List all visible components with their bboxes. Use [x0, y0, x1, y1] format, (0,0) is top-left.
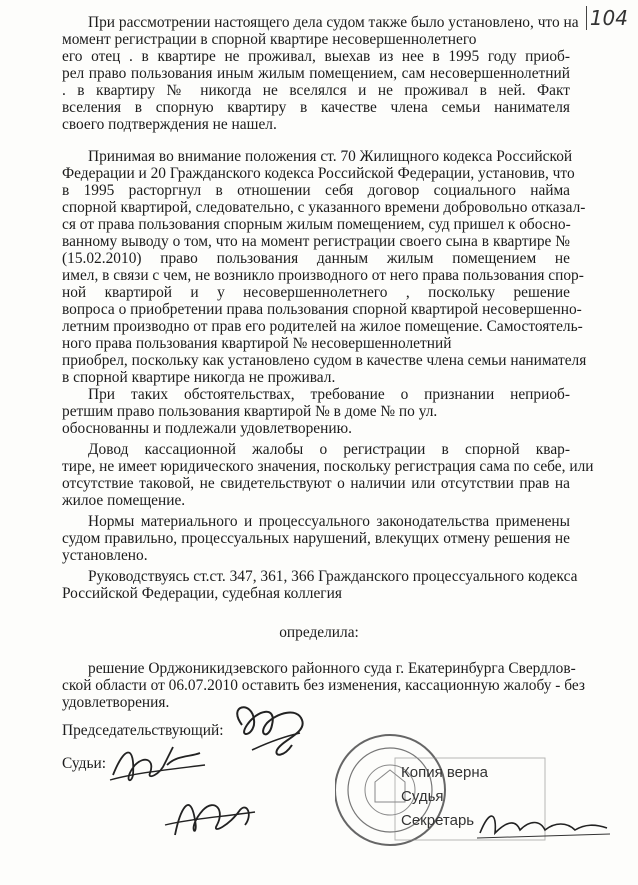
- judge-signature-2: [155, 780, 265, 845]
- text-line: При таких обстоятельствах, требование о признании неприоб-: [88, 386, 570, 403]
- text-line: . в квартиру № никогда не вселялся и не проживал в ней. Факт: [62, 82, 570, 99]
- text-line: его отец . в квартире не проживал, выехав из нее в 1995 году приоб-: [62, 48, 570, 65]
- text-line: Руководствуясь ст.ст. 347, 361, 366 Гражданского процессуального кодекса: [88, 568, 578, 585]
- text-line: ской области от 06.07.2010 оставить без изменения, кассационную жалобу - без: [62, 677, 585, 694]
- page-number: 104: [586, 6, 628, 30]
- text-line: в спорной квартире никогда не проживал.: [62, 369, 336, 386]
- text-line: ванному выводу о том, что на момент регистрации своего сына в квартире №: [62, 233, 570, 250]
- court-stamp: [335, 720, 625, 880]
- text-line: отсутствие таковой, не свидетельствуют о наличии или отсутствии прав на: [62, 475, 570, 492]
- stamp-line-1: Копия верна: [401, 764, 488, 781]
- chair-signature: [222, 695, 312, 765]
- text-line: вселения в спорную квартиру в качестве члена семьи нанимателя: [62, 99, 570, 116]
- text-line: обоснованны и подлежали удовлетворению.: [62, 420, 352, 437]
- stamp-line-2: Судья: [401, 788, 444, 805]
- text-line: момент регистрации в спорной квартире несовершеннолетнего: [62, 31, 477, 48]
- text-line: Довод кассационной жалобы о регистрации в спорной квар-: [88, 441, 570, 458]
- text-line: имел, в связи с чем, не возникло производного от него права пользования спор-: [62, 267, 584, 284]
- text-line: Федерации и 20 Гражданского кодекса Российской Федерации, установив, что: [62, 165, 575, 182]
- text-line: вопроса о приобретении права пользования спорной квартирой несовершенно-: [62, 301, 582, 318]
- text-line: в 1995 расторгнул в отношении себя договор социального найма: [62, 182, 570, 199]
- stamp-line-3: Секретарь: [401, 812, 475, 829]
- text-line: ся от права пользования спорным жилым помещением, суд пришел к обосно-: [62, 216, 571, 233]
- operative-heading: определила:: [279, 624, 359, 641]
- text-line: удовлетворения.: [62, 694, 170, 711]
- text-line: жилое помещение.: [62, 492, 186, 509]
- text-line: установлено.: [62, 547, 148, 564]
- text-line: При рассмотрении настоящего дела судом также было установлено, что на: [88, 14, 579, 31]
- text-line: приобрел, поскольку как установлено судом в качестве члена семьи нанимателя: [62, 352, 587, 369]
- chair-label: Председательствующий:: [62, 722, 224, 739]
- text-line: Принимая во внимание положения ст. 70 Жилищного кодекса Российской: [88, 148, 573, 165]
- text-line: (15.02.2010) право пользования данным жилым помещением не: [62, 250, 570, 267]
- judges-label: Судьи:: [62, 755, 106, 772]
- text-line: ретшим право пользования квартирой № в доме № по ул.: [62, 403, 438, 420]
- text-line: Российской Федерации, судебная коллегия: [62, 585, 342, 602]
- text-line: летним производно от прав его родителей на жилое помещение. Самостоятель-: [62, 318, 583, 335]
- secretary-signature: [475, 798, 615, 848]
- text-line: рел право пользования иным жилым помещением, сам несовершеннолетний: [62, 65, 570, 82]
- text-line: решение Орджоникидзевского районного суда г. Екатеринбурга Свердлов-: [88, 660, 576, 677]
- text-line: судом правильно, процессуальных нарушений, влекущих отмену решения не: [62, 530, 570, 547]
- text-line: спорной квартирой, следовательно, с указанного времени добровольно отказал-: [62, 199, 586, 216]
- text-line: ного права пользования квартирой № несовершеннолетний: [62, 335, 452, 352]
- text-line: своего подтверждения не нашел.: [62, 116, 277, 133]
- text-line: тире, не имеет юридического значения, поскольку регистрация сама по себе, или: [62, 458, 594, 475]
- text-line: ной квартирой и у несовершеннолетнего , поскольку решение: [62, 284, 570, 301]
- text-line: Нормы материального и процессуального законодательства применены: [88, 513, 570, 530]
